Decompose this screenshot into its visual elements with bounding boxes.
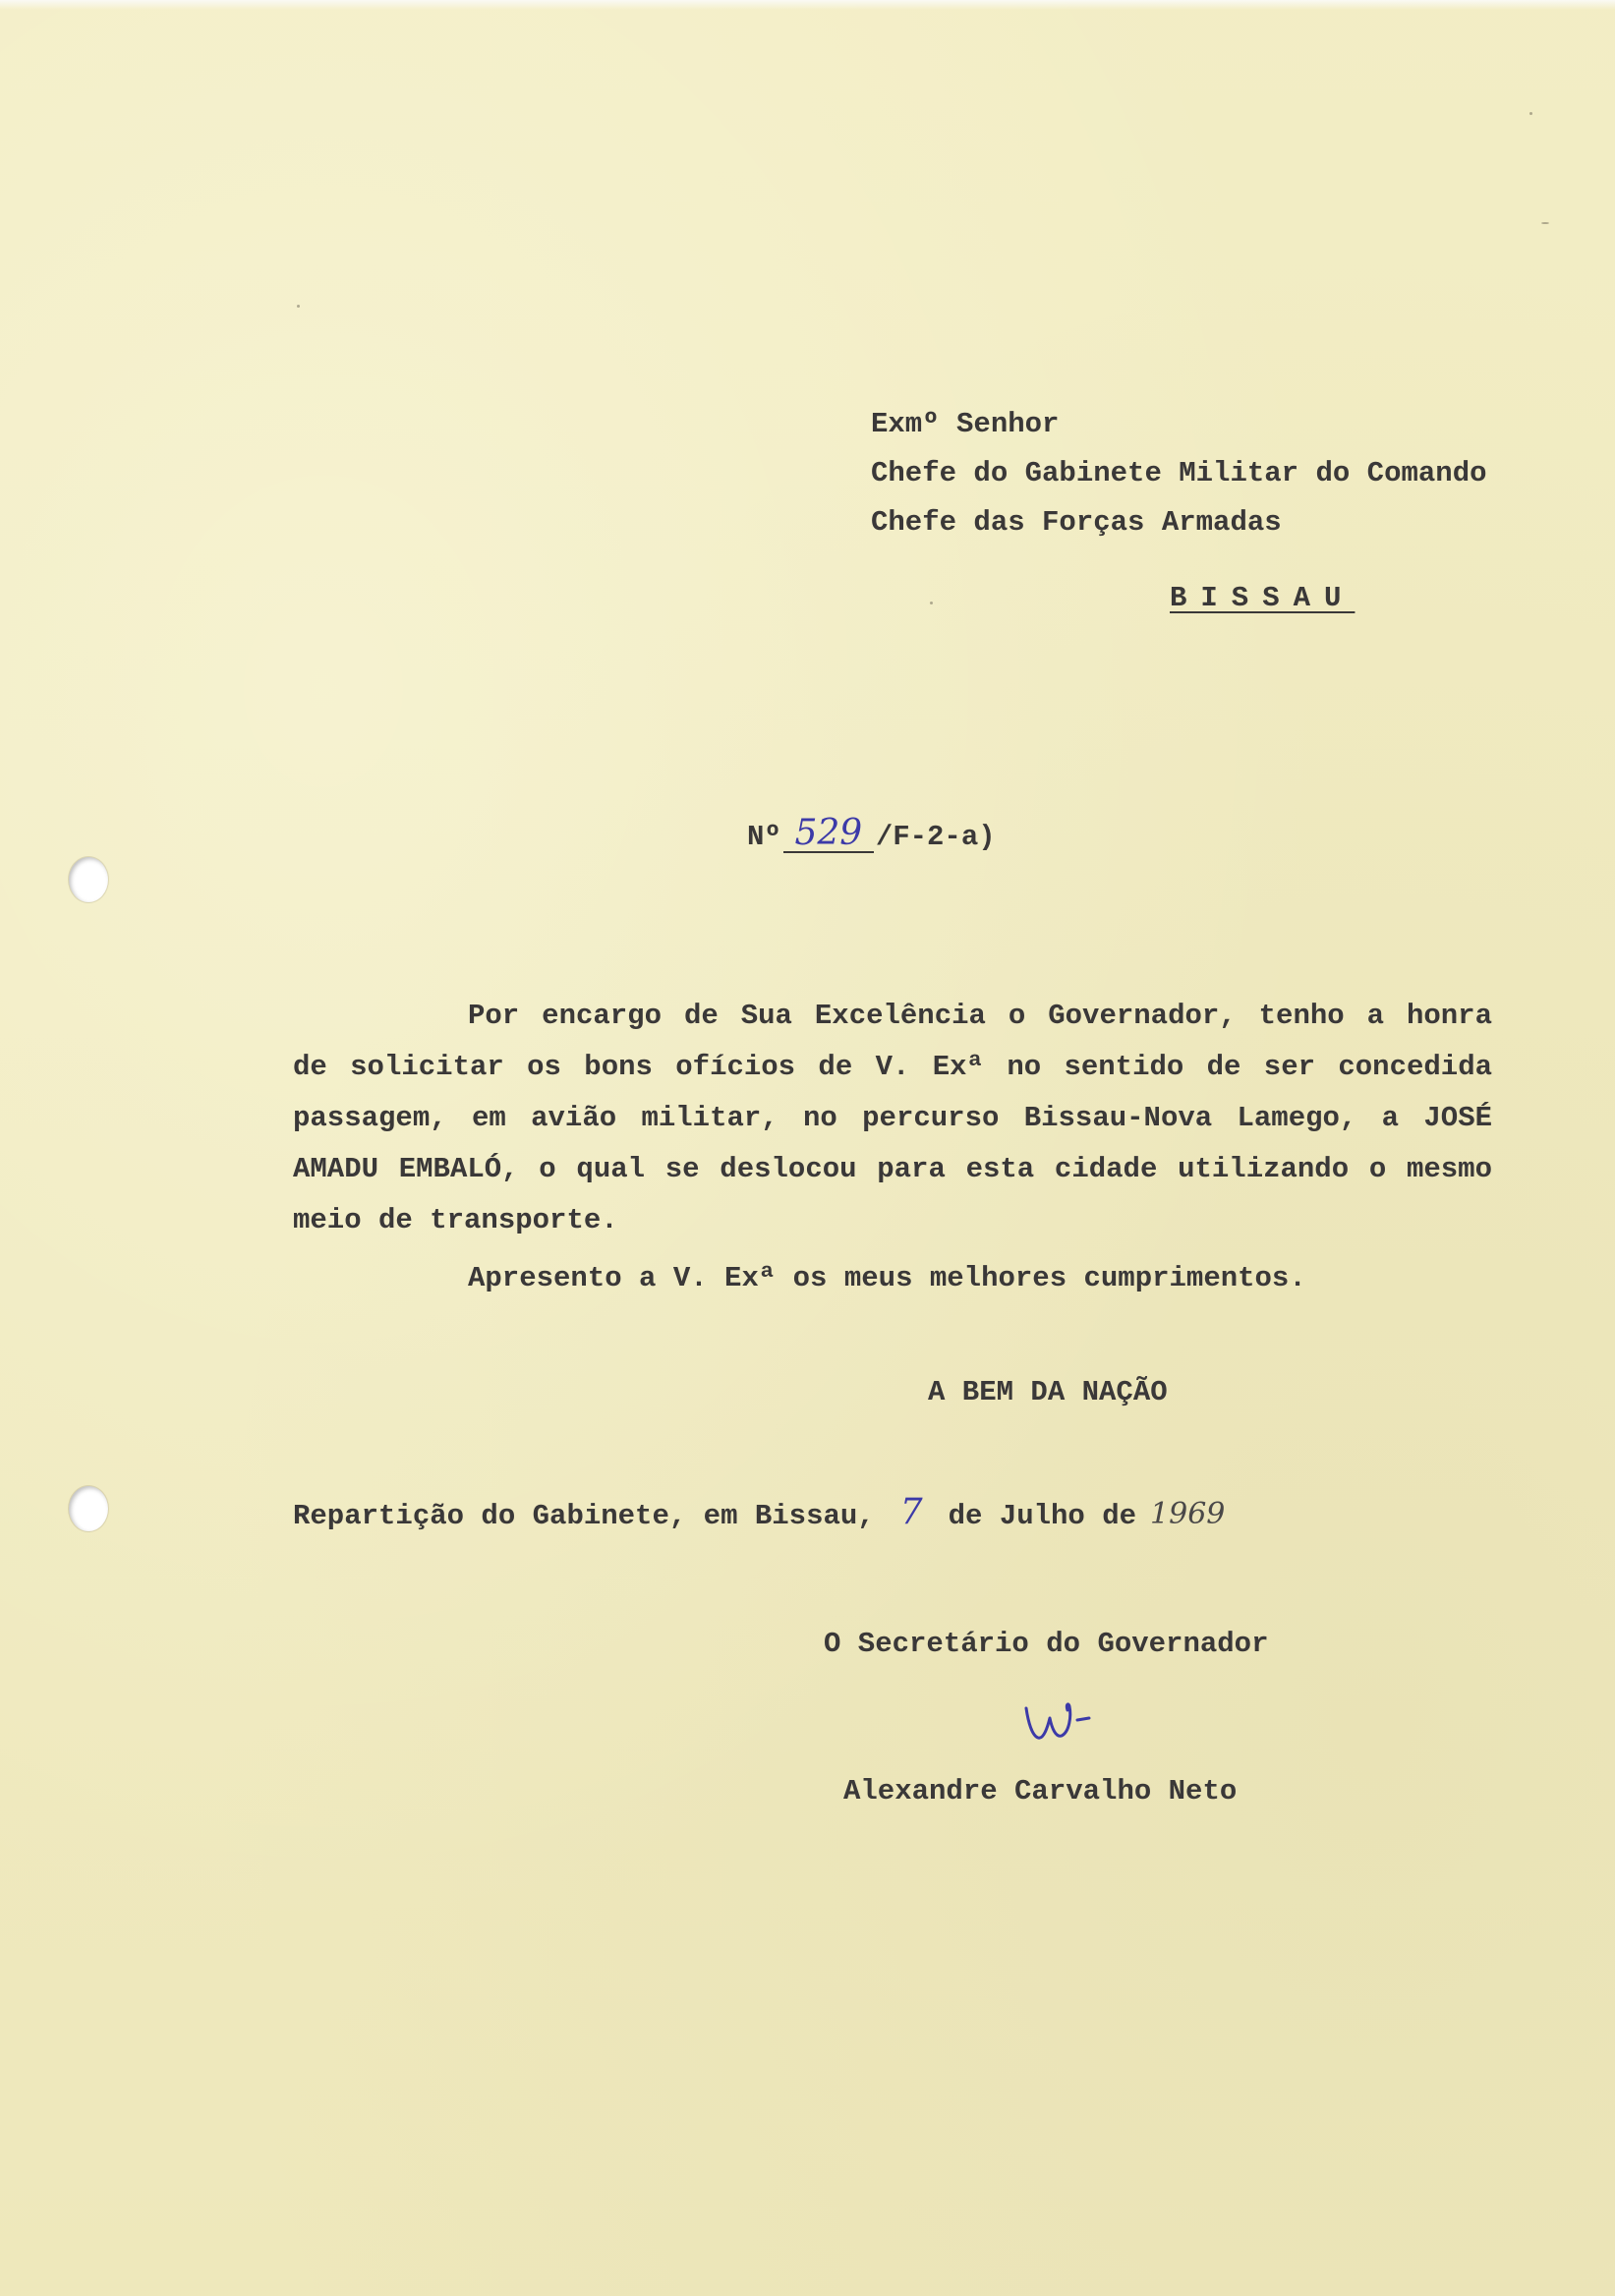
motto: A BEM DA NAÇÃO xyxy=(928,1376,1168,1408)
addressee-salutation: Exmº Senhor xyxy=(871,408,1060,440)
reference-prefix: Nº xyxy=(747,821,781,853)
paper-speck xyxy=(297,305,300,308)
addressee-line-1: Chefe do Gabinete Militar do Comando xyxy=(871,457,1487,489)
paper-speck xyxy=(1541,222,1549,224)
dateline-place: Repartição do Gabinete, em Bissau, xyxy=(293,1500,875,1532)
reference-number xyxy=(747,813,996,853)
page-top-edge xyxy=(0,0,1615,10)
dateline-month: de Julho de xyxy=(948,1500,1137,1532)
punch-hole-upper xyxy=(69,857,108,902)
paper-speck xyxy=(930,602,933,604)
dateline-day-handwritten: 7 xyxy=(899,1492,923,1532)
dateline xyxy=(293,1492,1225,1532)
dateline-year: 1969 xyxy=(1150,1497,1226,1531)
handwritten-initial-signature xyxy=(1020,1693,1099,1751)
addressee-city: BISSAU xyxy=(1170,582,1355,614)
body-paragraph-1: Por encargo de Sua Excelência o Governador, tenho a honra de solicitar os bons ofícios de V. Exª no sentido de ser concedida passagem, em avião militar, no percurso Bissau-Nova Lamego, a JOSÉ AMADU EMBALÓ, o qual se deslocou para esta cidade utilizando o mesmo meio de transporte. xyxy=(293,1000,1492,1236)
signatory-name: Alexandre Carvalho Neto xyxy=(843,1775,1238,1808)
paper-speck xyxy=(1529,112,1532,115)
body-paragraph-2: Apresento a V. Exª os meus melhores cumprimentos. xyxy=(468,1262,1306,1294)
signatory-title: O Secretário do Governador xyxy=(824,1628,1269,1660)
punch-hole-lower xyxy=(69,1486,108,1531)
addressee-line-2: Chefe das Forças Armadas xyxy=(871,506,1282,539)
reference-suffix: /F-2-a) xyxy=(875,821,996,853)
reference-handwritten-number: 529 xyxy=(783,816,874,853)
letter-body xyxy=(293,991,1492,1246)
